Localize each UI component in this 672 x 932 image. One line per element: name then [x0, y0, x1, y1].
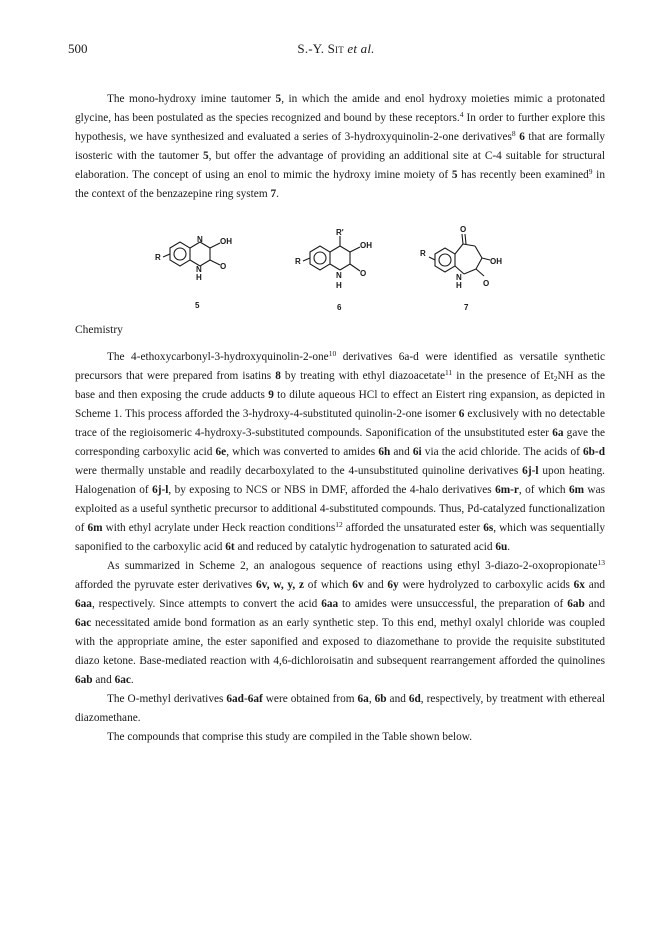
oh-label-5: OH — [220, 237, 232, 246]
compound-label-5: 5 — [195, 301, 200, 310]
oh-label-7: OH — [490, 257, 502, 266]
n-label-7: N — [456, 273, 462, 282]
page-number: 500 — [68, 41, 88, 56]
o-label-6: O — [360, 269, 367, 278]
running-head: S.-Y. Sit et al. — [297, 41, 375, 56]
compound-7-structure — [429, 234, 490, 276]
structures-figure — [150, 224, 530, 316]
h-label-6: H — [336, 281, 342, 290]
o-label-7: O — [483, 279, 490, 288]
n-label-5a: N — [197, 235, 203, 244]
chemistry-paragraph-3: The O-methyl derivatives 6ad-6af were obtained from 6a, 6b and 6d, respectively, by treatment with ethereal diazomethane. — [75, 693, 605, 724]
oh-label-6: OH — [360, 241, 372, 250]
r-label-5: R — [155, 253, 161, 262]
r-label-7: R — [420, 249, 426, 258]
compound-label-7: 7 — [464, 303, 469, 312]
chemistry-block — [75, 348, 605, 747]
chemistry-paragraph-2: As summarized in Scheme 2, an analogous sequence of reactions using ethyl 3-diazo-2-oxopropionate$^{13}$ afforded the pyruvate ester derivatives 6v, w, y, z of which 6v and 6y were hydrolyzed to carboxylic acids 6x and 6aa, respectively. Since attempts to convert the acid 6aa to amides were unsuccessful, the preparation of 6ab and 6ac necessitated amide bond formation as an early synthetic step. To this end, methyl oxalyl chloride was coupled with the appropriate amine, the ester saponified and exposed to diazomethane to provide the requisite substituted diazo ketone. Base-mediated reaction with 4,6-dichloroisatin and subsequent rearrangement afforded the quinolines 6ab and 6ac. — [75, 558, 606, 686]
n-label-5b: N — [196, 265, 202, 274]
chemistry-paragraph-4: The compounds that comprise this study are compiled in the Table shown below. — [107, 731, 473, 743]
intro-paragraph: The mono-hydroxy imine tautomer 5, in which the amide and enol hydroxy moieties mimic a protonated glycine, has been postulated as the species recognized and bound by these receptors.$^4$ In order to further explore this hypothesis, we have synthesized and evaluated a series of 3-hydroxyquinolin-2-one derivatives$^8$ 6 that are formally isosteric with the tautomer 5, but offer the advantage of providing an additional site at C-4 suitable for structural elaboration. The concept of using an enol to mimic the hydroxy imine moiety of 5 has recently been examined$^9$ in the context of the benzazepine ring system 7. — [75, 93, 605, 200]
n-label-6: N — [336, 271, 342, 280]
section-heading: Chemistry — [75, 324, 123, 336]
o-label-5: O — [220, 262, 227, 271]
o-top-label-7: O — [460, 225, 467, 234]
r-label-6: R — [295, 257, 301, 266]
rprime-label-6: R' — [336, 228, 344, 237]
chemistry-paragraph-1: The 4-ethoxycarbonyl-3-hydroxyquinolin-2-one$^{10}$ derivatives 6a-d were identified as versatile synthetic precursors that were prepared from isatins 8 by treating with ethyl diazoacetate$^{11}$ in the presence of $Et_2NH$ as the base and then exposing the crude adducts 9 to dilute aqueous HCl to effect an Eistert ring expansion, as depicted in Scheme 1. This process afforded the 3-hydroxy-4-substituted quinolin-2-one isomer 6 exclusively with no detectable trace of the regioisomeric 4-hydroxy-3-substituted compounds. Saponification of the unsubstituted ester 6a gave the corresponding carboxylic acid 6e, which was converted to amides 6h and 6i via the acid chloride. The acids of 6b-d were thermally unstable and readily decarboxylated to the 4-unsubstituted quinoline derivatives 6j-l upon heating. Halogenation of 6j-l, by exposing to NCS or NBS in DMF, afforded the 4-halo derivatives 6m-r, of which 6m was exploited as a useful synthetic precursor to additional 4-substituted compounds. Thus, Pd-catalyzed functionalization of 6m with ethyl acrylate under Heck reaction conditions$^{12}$ afforded the unsaturated ester 6s, which was sequentially saponified to the carboxylic acid 6t and reduced by catalytic hydrogenation to saturated acid 6u. — [75, 349, 605, 553]
h-label-5: H — [196, 273, 202, 282]
h-label-7: H — [456, 281, 462, 290]
compound-5-structure — [163, 242, 220, 266]
intro-block — [75, 90, 605, 204]
compound-6-structure — [303, 236, 360, 271]
compound-label-6: 6 — [337, 303, 342, 312]
